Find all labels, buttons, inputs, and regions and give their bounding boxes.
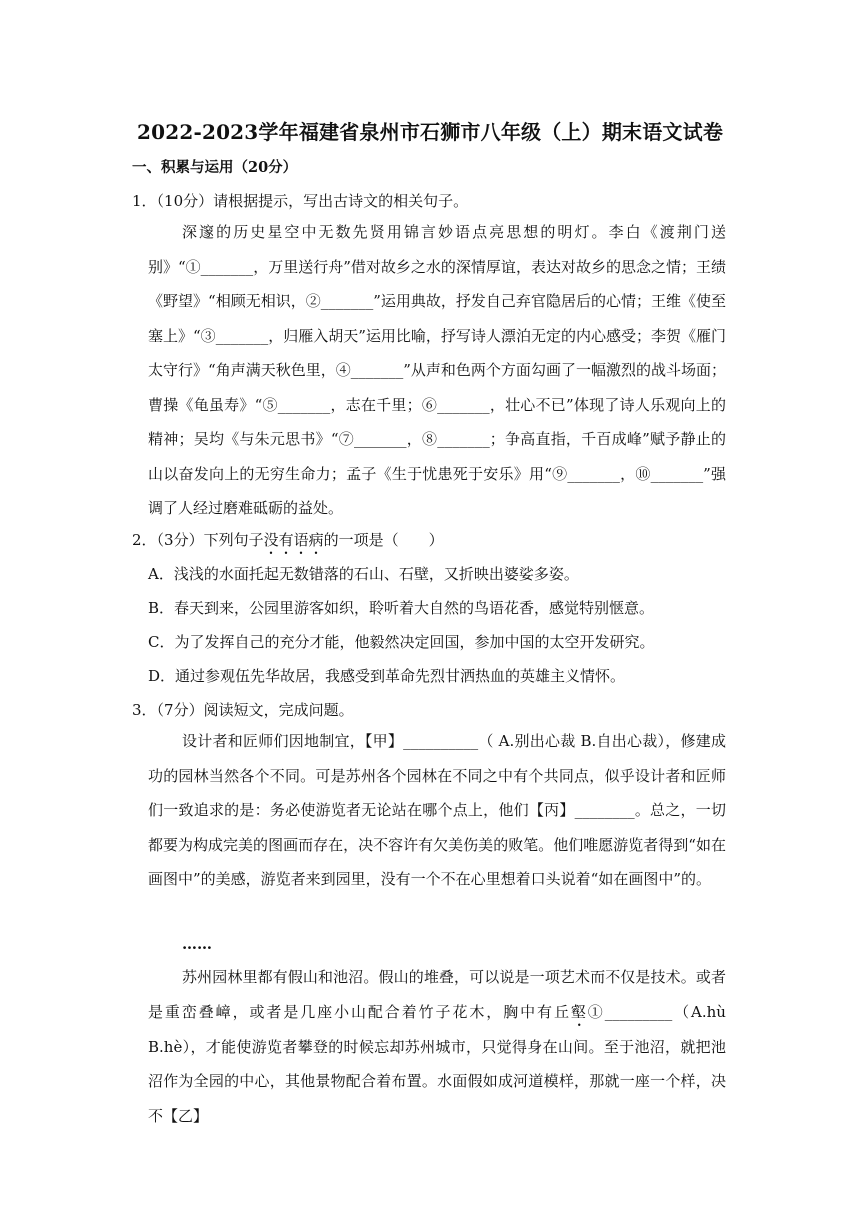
question-2-option-b: B．春天到来，公园里游客如织，聆听着大自然的鸟语花香，感觉特别惬意。 [148,599,655,617]
question-3-paragraph-2 [148,960,726,1133]
section-heading: 一、积累与运用（20分） [132,159,298,176]
paragraph-2-part-b: ①_________（A.hù B.hè），才能使游览者攀登的时候忘却苏州城市，只觉得身在山间。至于池沼，就把池沼作为全园的中心，其他景物配合着布置。水面假如成河道模样，那就一座一个样，决不【乙】 [148,1002,726,1125]
question-2-option-d: D．通过参观伍先华故居，我感受到革命先烈甘洒热血的英雄主义情怀。 [148,667,626,685]
question-2-option-a: A．浅浅的水面托起无数错落的石山、石壁，又折映出婆娑多姿。 [148,565,579,583]
paragraph-2-emphasis: 壑 [570,1002,588,1021]
question-2-stem-before: 2．（3分）下列句子 [132,531,264,549]
paragraph-2-part-a: 苏州园林里都有假山和池沼。假山的堆叠，可以说是一项艺术而不仅是技术。或者是重峦叠嶂，或者是几座小山配合着竹子花木，胸中有丘 [148,968,726,1021]
question-3-stem: 3．（7分）阅读短文，完成问题。 [132,701,354,719]
question-2-option-c: C．为了发挥自己的充分才能，他毅然决定回国，参加中国的太空开发研究。 [148,633,655,651]
question-2-stem [132,529,444,558]
passage-ellipsis: …… [182,935,212,953]
question-2-stem-after: 的一项是（ ） [323,531,444,549]
question-1-passage: 深邃的历史星空中无数先贤用锦言妙语点亮思想的明灯。李白《渡荆门送别》“①_______，万里送行舟”借对故乡之水的深情厚谊，表达对故乡的思念之情；王绩《野望》“相顾无相识，②_______”运用典故，抒发自己弃官隐居后的心情；王维《使至塞上》“③_______，归雁入胡天”运用比喻，抒写诗人漂泊无定的内心感受；李贺《雁门太守行》“角声满天秋色里，④_______”从声和色两个方面勾画了一幅激烈的战斗场面；曹操《龟虽寿》“⑤_______，志在千里；⑥_______，壮心不已”体现了诗人乐观向上的精神；吴均《与朱元思书》“⑦_______，⑧_______；争高直指，千百成峰”赋予静止的山以奋发向上的无穷生命力；孟子《生于忧患死于安乐》用“⑨_______，⑩_______”强调了人经过磨难砥砺的益处。 [148,223,726,517]
question-2-stem-emphasis: 没有语病 [263,531,324,549]
question-1-stem: 1．（10分）请根据提示，写出古诗文的相关句子。 [132,192,469,210]
page-title: 2022-2023学年福建省泉州市石狮市八年级（上）期末语文试卷 [136,120,724,144]
question-3-paragraph-1: 设计者和匠师们因地制宜，【甲】__________（ A.别出心裁 B.自出心裁），修建成功的园林当然各个不同。可是苏州各个园林在不同之中有个共同点，似乎设计者和匠师们一致追求的是：务必使游览者无论站在哪个点上，他们【丙】________。总之，一切都要为构成完美的图画而存在，决不容许有欠美伤美的败笔。他们唯愿游览者得到“如在画图中”的美感，游览者来到园里，没有一个不在心里想着口头说着“如在画图中”的。 [148,732,726,888]
